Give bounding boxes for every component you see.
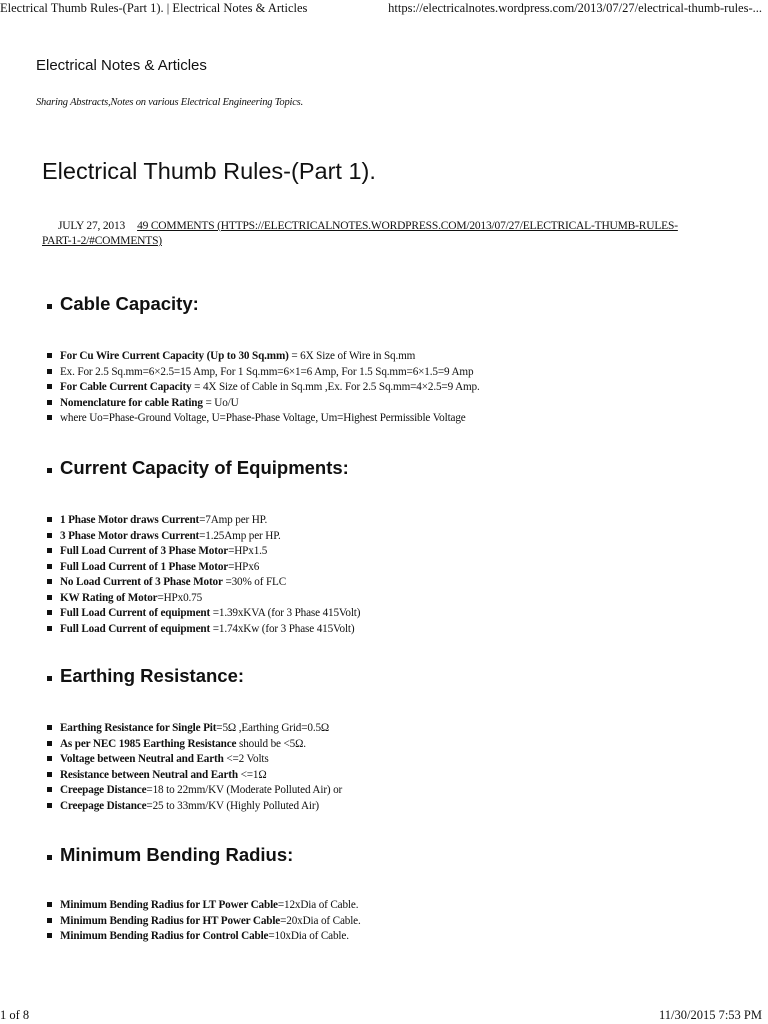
bullet-icon [47,902,52,907]
list-item-text: =25 to 33mm/KV (Highly Polluted Air) [146,799,319,812]
list-item-text: =10xDia of Cable. [268,930,349,942]
bullet-icon [47,384,52,389]
list-item-text: =20xDia of Cable. [280,914,361,927]
bullet-icon [47,548,52,553]
list-item [47,752,342,768]
bullet-icon [47,803,52,808]
site-tagline: Sharing Abstracts,Notes on various Electrical Engineering Topics. [36,97,303,108]
list-item [47,396,480,412]
list-item-term: 1 Phase Motor draws Current [60,514,200,526]
list-item [47,349,480,365]
list-item [47,799,342,815]
list-item-term: Earthing Resistance for Single Pit [60,722,217,734]
bullet-icon [47,918,52,923]
bullet-icon [47,579,52,584]
list-item-term: 3 Phase Motor draws Current [60,529,200,542]
list-item-text: =5Ω ,Earthing Grid=0.5Ω [216,722,330,734]
section-heading: Current Capacity of Equipments: [47,457,349,479]
list-item-text: =12xDia of Cable. [277,899,359,911]
list-item [47,768,342,784]
bullet-icon [47,304,52,309]
bullet-icon [47,741,52,746]
bullet-icon [47,933,52,938]
bullet-icon [47,468,52,473]
bullet-icon [47,400,52,405]
bullet-icon [47,369,52,374]
bullet-icon [47,610,52,615]
list-item-term: No Load Current of 3 Phase Motor [60,576,223,588]
list-item-term: Voltage between Neutral and Earth [60,753,224,765]
list-item-text: <=1Ω [237,768,267,781]
list-item-term: Minimum Bending Radius for Control Cable [60,930,269,942]
list-item-text: =HPx6 [228,560,260,573]
bullet-icon [47,626,52,631]
print-footer-page: 1 of 8 [0,1008,30,1022]
list-item-text: where Uo=Phase-Ground Voltage, U=Phase-Phase Voltage, Um=Highest Permissible Voltage [60,412,466,424]
list-item-text: = 4X Size of Cable in Sq.mm ,Ex. For 2.5 Sq.mm=4×2.5=9 Amp. [191,381,480,393]
bullet-icon [47,415,52,420]
list-item-text: =1.74xKw (for 3 Phase 415Volt) [210,622,355,635]
section-heading: Earthing Resistance: [47,665,244,687]
list-item [47,544,360,560]
bullet-list [47,349,480,427]
list-item-text: Ex. For 2.5 Sq.mm=6×2.5=15 Amp, For 1 Sq.mm=6×1=6 Amp, For 1.5 Sq.mm=6×1.5=9 Amp [60,365,474,378]
bullet-icon [47,756,52,761]
section-heading: Minimum Bending Radius: [47,844,293,866]
print-header-url: https://electricalnotes.wordpress.com/2013/07/27/electrical-thumb-rules-... [388,1,762,15]
bullet-icon [47,517,52,522]
print-header-title: Electrical Thumb Rules-(Part 1). | Electrical Notes & Articles [0,1,308,15]
list-item-term: Minimum Bending Radius for HT Power Cable [60,914,281,927]
list-item [47,365,480,381]
bullet-icon [47,772,52,777]
bullet-list [47,898,361,945]
list-item-text: should be <5Ω. [236,737,306,750]
list-item-term: For Cu Wire Current Capacity (Up to 30 Sq.mm) [60,350,289,362]
list-item-term: Full Load Current of equipment [60,607,211,619]
list-item-text: = Uo/U [202,396,239,409]
list-item-text: =HPx0.75 [157,591,203,604]
list-item [47,737,342,753]
list-item-text: <=2 Volts [223,753,269,765]
bullet-icon [47,855,52,860]
list-item [47,591,360,607]
list-item [47,929,361,945]
list-item-term: Creepage Distance [60,799,147,812]
post-meta [42,219,702,249]
list-item [47,513,360,529]
list-item [47,622,360,638]
list-item [47,898,361,914]
bullet-icon [47,595,52,600]
post-date: JULY 27, 2013 [58,220,126,232]
list-item-term: KW Rating of Motor [60,591,158,604]
bullet-icon [47,787,52,792]
list-item-term: Nomenclature for cable Rating [60,396,203,409]
list-item [47,380,480,396]
list-item-text: =1.39xKVA (for 3 Phase 415Volt) [210,607,361,619]
list-item-term: Minimum Bending Radius for LT Power Cable [60,899,278,911]
section-heading: Cable Capacity: [47,293,199,315]
list-item [47,560,360,576]
list-item-text: =7Amp per HP. [199,514,268,526]
list-item-term: Resistance between Neutral and Earth [60,768,238,781]
bullet-list [47,721,342,814]
list-item-text: =30% of FLC [222,576,287,588]
bullet-icon [47,676,52,681]
list-item-term: Full Load Current of equipment [60,622,211,635]
list-item [47,721,342,737]
print-footer-datetime: 11/30/2015 7:53 PM [658,1008,762,1022]
list-item-term: As per NEC 1985 Earthing Resistance [60,737,237,750]
list-item [47,914,361,930]
bullet-icon [47,353,52,358]
list-item [47,575,360,591]
list-item-term: Full Load Current of 1 Phase Motor [60,560,229,573]
list-item [47,606,360,622]
site-title[interactable]: Electrical Notes & Articles [36,57,207,74]
list-item-term: Creepage Distance [60,784,147,796]
list-item-term: For Cable Current Capacity [60,381,192,393]
list-item [47,411,480,427]
list-item-text: =18 to 22mm/KV (Moderate Polluted Air) or [146,784,343,796]
list-item [47,529,360,545]
bullet-icon [47,725,52,730]
bullet-icon [47,564,52,569]
post-title: Electrical Thumb Rules-(Part 1). [42,158,376,184]
list-item-term: Full Load Current of 3 Phase Motor [60,545,229,557]
list-item [47,783,342,799]
list-item-text: = 6X Size of Wire in Sq.mm [288,350,416,362]
bullet-list [47,513,360,637]
comments-link[interactable]: 49 COMMENTS (HTTPS://ELECTRICALNOTES.WORDPRESS.COM/2013/07/27/ELECTRICAL-THUMB-RULES-PART-1-2/#COMMENTS) [42,220,678,247]
list-item-text: =1.25Amp per HP. [199,529,281,542]
list-item-text: =HPx1.5 [228,545,268,557]
bullet-icon [47,533,52,538]
